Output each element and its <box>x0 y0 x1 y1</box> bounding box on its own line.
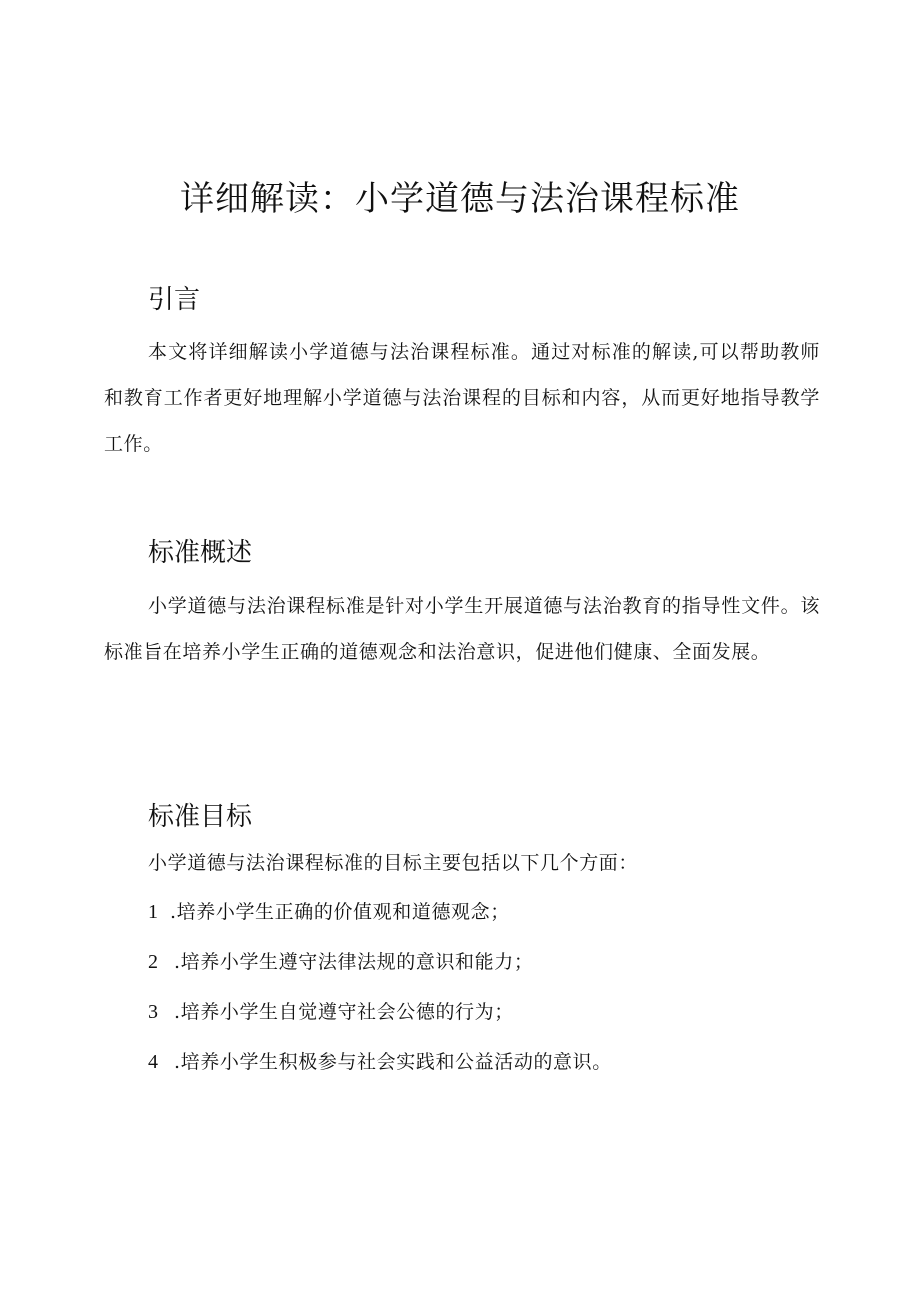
objective-item-text: .培养小学生积极参与社会实践和公益活动的意识。 <box>174 1051 612 1073</box>
section-paragraph-overview: 小学道德与法治课程标准是针对小学生开展道德与法治教育的指导性文件。该标准旨在培养小学生正确的道德观念和法治意识，促进他们健康、全面发展。 <box>104 595 820 663</box>
section-heading-overview: 标准概述 <box>148 538 253 568</box>
section-heading-objectives: 标准目标 <box>148 802 253 832</box>
objective-item <box>148 939 533 985</box>
objective-item-number: 2 <box>148 951 159 973</box>
objective-item-text: .培养小学生自觉遵守社会公德的行为； <box>174 1001 514 1023</box>
objective-item <box>148 1039 612 1085</box>
objective-item-text: .培养小学生正确的价值观和道德观念； <box>170 901 510 923</box>
objective-item-text: .培养小学生遵守法律法规的意识和能力； <box>174 951 534 973</box>
section-heading-introduction: 引言 <box>148 285 201 315</box>
objectives-intro: 小学道德与法治课程标准的目标主要包括以下几个方面： <box>148 852 639 874</box>
objective-item-number: 4 <box>148 1051 159 1073</box>
document-title: 详细解读：小学道德与法治课程标准 <box>180 179 740 219</box>
section-paragraph-introduction: 本文将详细解读小学道德与法治课程标准。通过对标准的解读,可以帮助教师和教育工作者更好地理解小学道德与法治课程的目标和内容，从而更好地指导教学工作。 <box>104 341 820 455</box>
objective-item <box>148 989 514 1035</box>
objective-item-number: 1 <box>148 901 159 923</box>
objective-item-number: 3 <box>148 1001 159 1023</box>
objective-item <box>148 889 510 935</box>
